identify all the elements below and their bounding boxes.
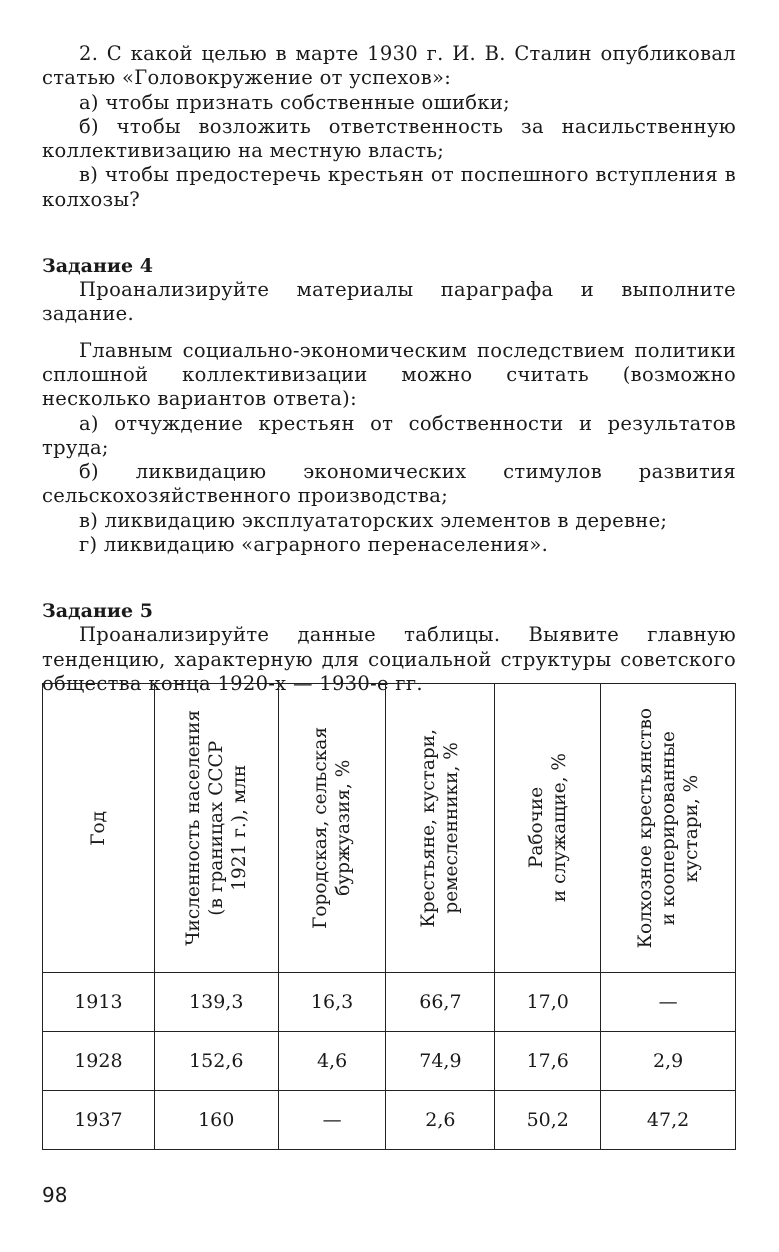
table-cell: 74,9 [386,1032,495,1091]
page-number: 98 [42,1183,68,1207]
table-cell: 2,9 [601,1032,736,1091]
table-cell: 152,6 [154,1032,278,1091]
question-2-option-c: в) чтобы предостеречь крестьян от поспешного вступления в колхозы? [42,163,736,211]
table-cell: — [278,1091,386,1150]
table-cell: 2,6 [386,1091,495,1150]
table-cell: 47,2 [601,1091,736,1150]
task-5-intro: Проанализируйте данные таблицы. Выявите главную тенденцию, характерную для социальной структуры советского общества конца 1920-х — 1930-е гг. [42,623,736,695]
social-structure-table [42,683,736,1150]
table-row [43,973,736,1032]
task-4-option-a: а) отчуждение крестьян от собственности и результатов труда; [42,411,736,459]
header-year: Год [43,684,155,973]
question-2-option-b: б) чтобы возложить ответственность за насильственную коллективизацию на местную власть; [42,114,736,163]
task-4-question: Главным социально-экономическим последствием политики сплошной коллективизации можно считать (возможно несколько вариантов ответа): [42,338,736,411]
table-cell: 1928 [43,1032,155,1091]
table-cell: 16,3 [278,973,386,1032]
question-2-option-a: а) чтобы признать собственные ошибки; [79,90,510,114]
header-peasants: Крестьяне, кустари, ремесленники, % [386,684,495,973]
task-4-option-c: в) ликвидацию эксплуататорских элементов в деревне; [79,508,668,532]
table-cell: 1913 [43,973,155,1032]
table-header-row [43,684,736,973]
table-cell: 1937 [43,1091,155,1150]
table-row [43,1091,736,1150]
question-2-text: 2. С какой целью в марте 1930 г. И. В. Сталин опубликовал статью «Головокружение от успехов»: [42,42,736,90]
table-cell: 4,6 [278,1032,386,1091]
table-row [43,1032,736,1091]
page-content [42,42,736,696]
task-5-heading: Задание 5 [42,600,153,623]
task-4-option-d: г) ликвидацию «аграрного перенаселения». [79,533,549,557]
header-collective-farmers: Колхозное крестьянство и кооперированные кустари, % [601,684,736,973]
table-cell: 160 [154,1091,278,1150]
task-4-heading: Задание 4 [42,255,153,278]
table-cell: 50,2 [495,1091,601,1150]
header-workers: Рабочие и служащие, % [495,684,601,973]
table-cell: 66,7 [386,973,495,1032]
header-bourgeoisie: Городская, сельская буржуазия, % [278,684,386,973]
header-population: Численность населения (в границах СССР 1921 г.), млн [154,684,278,973]
table-cell: 139,3 [154,973,278,1032]
table-cell: — [601,973,736,1032]
task-4-intro: Проанализируйте материалы параграфа и выполните задание. [42,278,736,326]
task-4-option-b: б) ликвидацию экономических стимулов развития сельскохозяйственного производства; [42,460,736,508]
table-cell: 17,6 [495,1032,601,1091]
table-cell: 17,0 [495,973,601,1032]
